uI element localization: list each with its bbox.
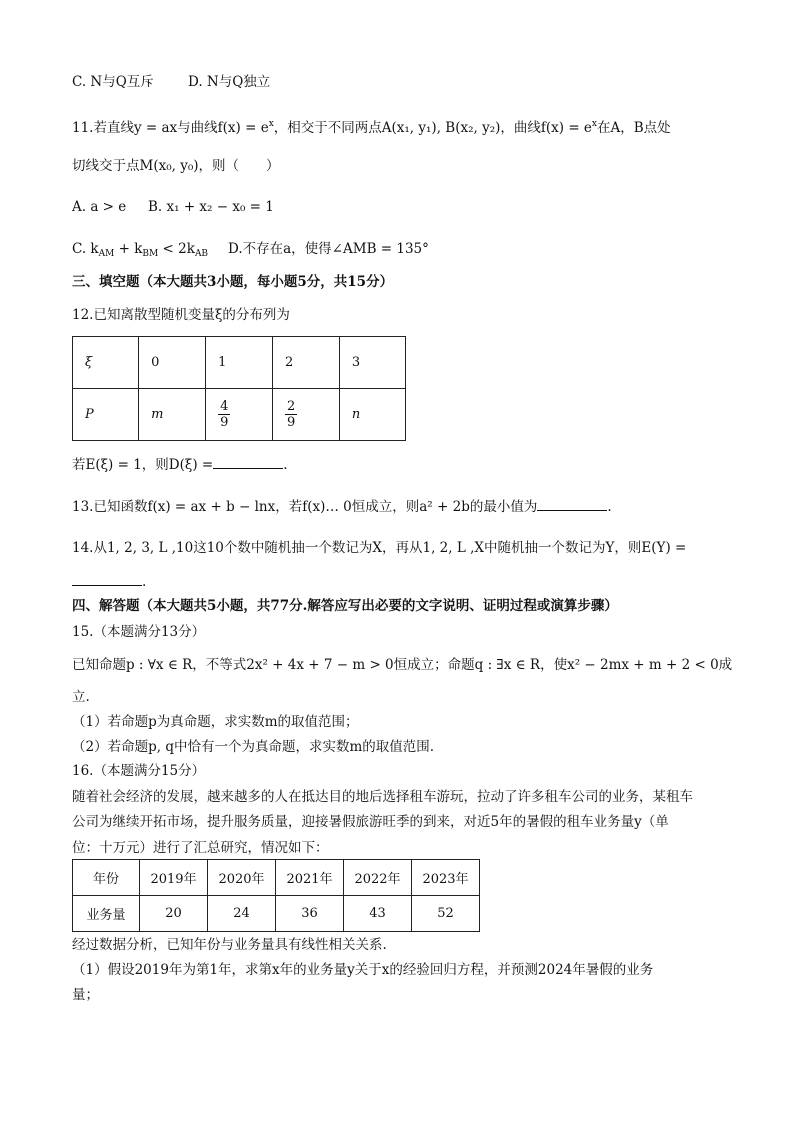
table-cell: P	[73, 389, 139, 441]
q13-answer-blank[interactable]	[537, 496, 607, 511]
table-cell: 1	[206, 337, 273, 389]
q16-part1-line1: （1）假设2019年为第1年，求第x年的业务量y关于x的经验回归方程，并预测2024年暑假的业务	[72, 962, 654, 978]
table-cell: 52	[412, 896, 480, 932]
table-header-cell: 年份	[73, 860, 140, 896]
q11-option-a: A. a > e	[72, 199, 127, 215]
q16-line2: 公司为继续开拓市场，提升服务质量，迎接暑假旅游旺季的到来，对近5年的暑假的租车业务量y（单	[72, 814, 669, 830]
q11-sub-bm: BM	[142, 249, 159, 259]
table-cell: 3	[339, 337, 405, 389]
table-header-cell: 2019年	[140, 860, 208, 896]
q16-part1-line2: 量；	[72, 987, 99, 1003]
q14-answer-line: .	[72, 571, 146, 592]
q16-table-data-row	[73, 896, 480, 932]
q16-business-table	[72, 859, 480, 932]
q12-stem: 12.已知离散型随机变量ξ的分布列为	[72, 307, 290, 323]
table-cell: 36	[276, 896, 344, 932]
section-4-heading: 四、解答题（本大题共5小题，共77分.解答应写出必要的文字说明、证明过程或演算步骤）	[72, 598, 618, 614]
table-cell: 43	[344, 896, 412, 932]
q11-option-c-label: C. k	[72, 241, 99, 257]
q11-stem-line2: 切线交于点M(x₀, y₀)，则（ ）	[72, 158, 280, 174]
q14-stem: 14.从1, 2, 3, L ,10这10个数中随机抽一个数记为X，再从1, 2, L ,X中随机抽一个数记为Y，则E(Y) =	[72, 540, 687, 556]
q13-text: 13.已知函数f(x) = ax + b − lnx，若f(x)… 0恒成立，则a² + 2b的最小值为	[72, 499, 538, 515]
table-cell-fraction-2-9: $\frac{2}{9}$	[272, 389, 339, 441]
q16-after-table: 经过数据分析，已知年份与业务量具有线性相关关系.	[72, 937, 387, 953]
q11-option-c: C. $k_{AM} + k_{BM} < 2k_{AB}$	[72, 241, 209, 259]
q16-title: 16.（本题满分15分）	[72, 763, 206, 779]
table-cell: n	[339, 389, 405, 441]
q15-line1: 已知命题p : ∀x ∈ R，不等式2x² + 4x + 7 − m > 0恒成立；命题q : ∃x ∈ R，使x² − 2mx + m + 2 < 0成	[72, 657, 733, 673]
q11-sub-ab: AB	[194, 249, 209, 259]
q11-stem-line1	[72, 114, 671, 138]
table-header-cell: 2023年	[412, 860, 480, 896]
section-3-heading: 三、填空题（本大题共3小题，每小题5分，共15分）	[72, 274, 394, 290]
table-cell: 0	[139, 337, 206, 389]
table-cell: 业务量	[73, 896, 140, 932]
q11-exp-x-2: x	[591, 119, 597, 129]
q12-question: 若E(ξ) = 1，则D(ξ) = .	[72, 454, 288, 475]
q12-table-row-values	[73, 337, 406, 389]
q11-exp-x-1: x	[268, 119, 274, 129]
q15-title: 15.（本题满分13分）	[72, 624, 206, 640]
table-header-cell: 2021年	[276, 860, 344, 896]
q13-stem: 13.已知函数f(x) = ax + b − lnx，若f(x)… 0恒成立，则a² + 2b的最小值为 .	[72, 496, 612, 517]
table-header-cell: 2022年	[344, 860, 412, 896]
table-header-cell: 2020年	[208, 860, 276, 896]
q11-stem-part-c: 在A，B点处	[596, 120, 671, 136]
q11-option-d: D.不存在a，使得∠AMB = 135°	[228, 241, 429, 257]
table-cell: 20	[140, 896, 208, 932]
q11-stem-part-b: ，相交于不同两点A(x₁, y₁), B(x₂, y₂)，曲线f(x) = e	[273, 120, 592, 136]
q11-option-b: B. x₁ + x₂ − x₀ = 1	[148, 199, 274, 215]
q10-option-c: C. N与Q互斥	[72, 74, 154, 90]
table-cell-fraction-4-9: $\frac{4}{9}$	[206, 389, 273, 441]
q16-table-header-row	[73, 860, 480, 896]
table-cell: 24	[208, 896, 276, 932]
q11-stem-part-a: 11.若直线y = ax与曲线f(x) = e	[72, 120, 269, 136]
table-cell: ξ	[73, 337, 139, 389]
q16-line3: 位：十万元）进行了汇总研究，情况如下：	[72, 840, 329, 856]
q15-line2: 立.	[72, 689, 90, 705]
table-cell: 2	[272, 337, 339, 389]
q12-answer-blank[interactable]	[213, 454, 283, 469]
q16-line1: 随着社会经济的发展，越来越多的人在抵达目的地后选择租车游玩，拉动了许多租车公司的业务，某租车	[72, 789, 693, 805]
q12-table-row-prob	[73, 389, 406, 441]
table-cell: m	[139, 389, 206, 441]
q15-part2: （2）若命题p, q中恰有一个为真命题，求实数m的取值范围.	[72, 739, 435, 755]
q12-question-text: 若E(ξ) = 1，则D(ξ) =	[72, 457, 214, 473]
q12-distribution-table	[72, 336, 406, 441]
q11-sub-am: AM	[98, 249, 115, 259]
q10-option-d: D. N与Q独立	[188, 74, 271, 90]
q14-answer-blank[interactable]	[72, 571, 142, 586]
q15-part1: （1）若命题p为真命题，求实数m的取值范围；	[72, 714, 359, 730]
